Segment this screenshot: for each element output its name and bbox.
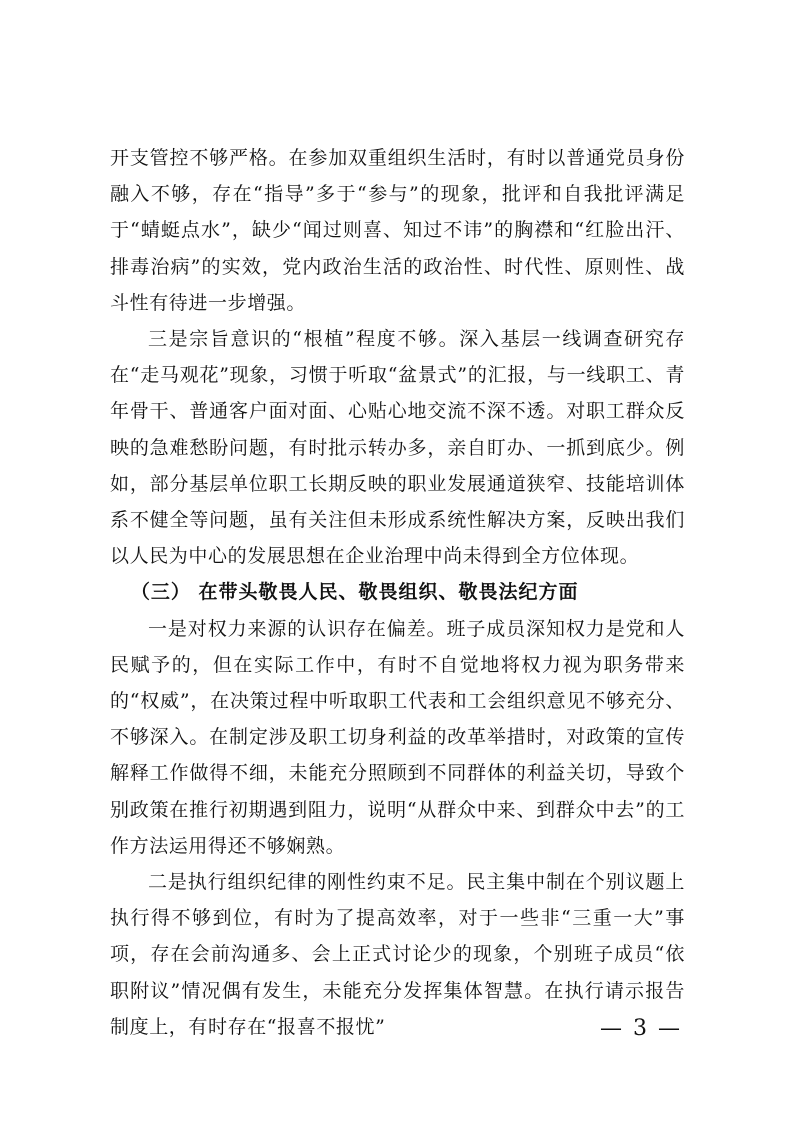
paragraph-power-source: 一是对权力来源的认识存在偏差。班子成员深知权力是党和人民赋予的，但在实际工作中，有时不自觉地将权力视为职务带来的“权威”，在决策过程中听取职工代表和工会组织意见不够充分、不够深入。在制定涉及职工切身利益的改革举措时，对政策的宣传解释工作做得不细，未能充分照顾到不同群体的利益关切，导致个别政策在推行初期遇到阻力，说明“从群众中来、到群众中去”的工作方法运用得还不够娴熟。 [110,617,685,857]
paragraph-organizational-discipline: 二是执行组织纪律的刚性约束不足。民主集中制在个别议题上执行得不够到位，有时为了提高效率，对于一些非“三重一大”事项，存在会前沟通多、会上正式讨论少的现象，个别班子成员“依职附议”情况偶有发生，未能充分发挥集体智慧。在执行请示报告制度上，有时存在“报喜不报忧” [110,871,685,1038]
paragraph-continuation: 开支管控不够严格。在参加双重组织生活时，有时以普通党员身份融入不够，存在“指导”多于“参与”的现象，批评和自我批评满足于“蜻蜓点水”，缺少“闻过则喜、知过不讳”的胸襟和“红脸出汗、排毒治病”的实效，党内政治生活的政治性、时代性、原则性、战斗性有待进一步增强。 [110,147,685,314]
paragraph-purpose-awareness: 三是宗旨意识的“根植”程度不够。深入基层一线调查研究存在“走马观花”现象，习惯于听取“盆景式”的汇报，与一线职工、青年骨干、普通客户面对面、心贴心地交流不深不透。对职工群众反映的急难愁盼问题，有时批示转办多，亲自盯办、一抓到底少。例如，部分基层单位职工长期反映的职业发展通道狭窄、技能培训体系不健全等问题，虽有关注但未形成系统性解决方案，反映出我们以人民为中心的发展思想在企业治理中尚未得到全方位体现。 [110,328,685,568]
page-number: — 3 — [600,1016,682,1041]
document-body [110,140,685,1045]
section-heading: （三） 在带头敬畏人民、敬畏组织、敬畏法纪方面 [130,581,579,604]
